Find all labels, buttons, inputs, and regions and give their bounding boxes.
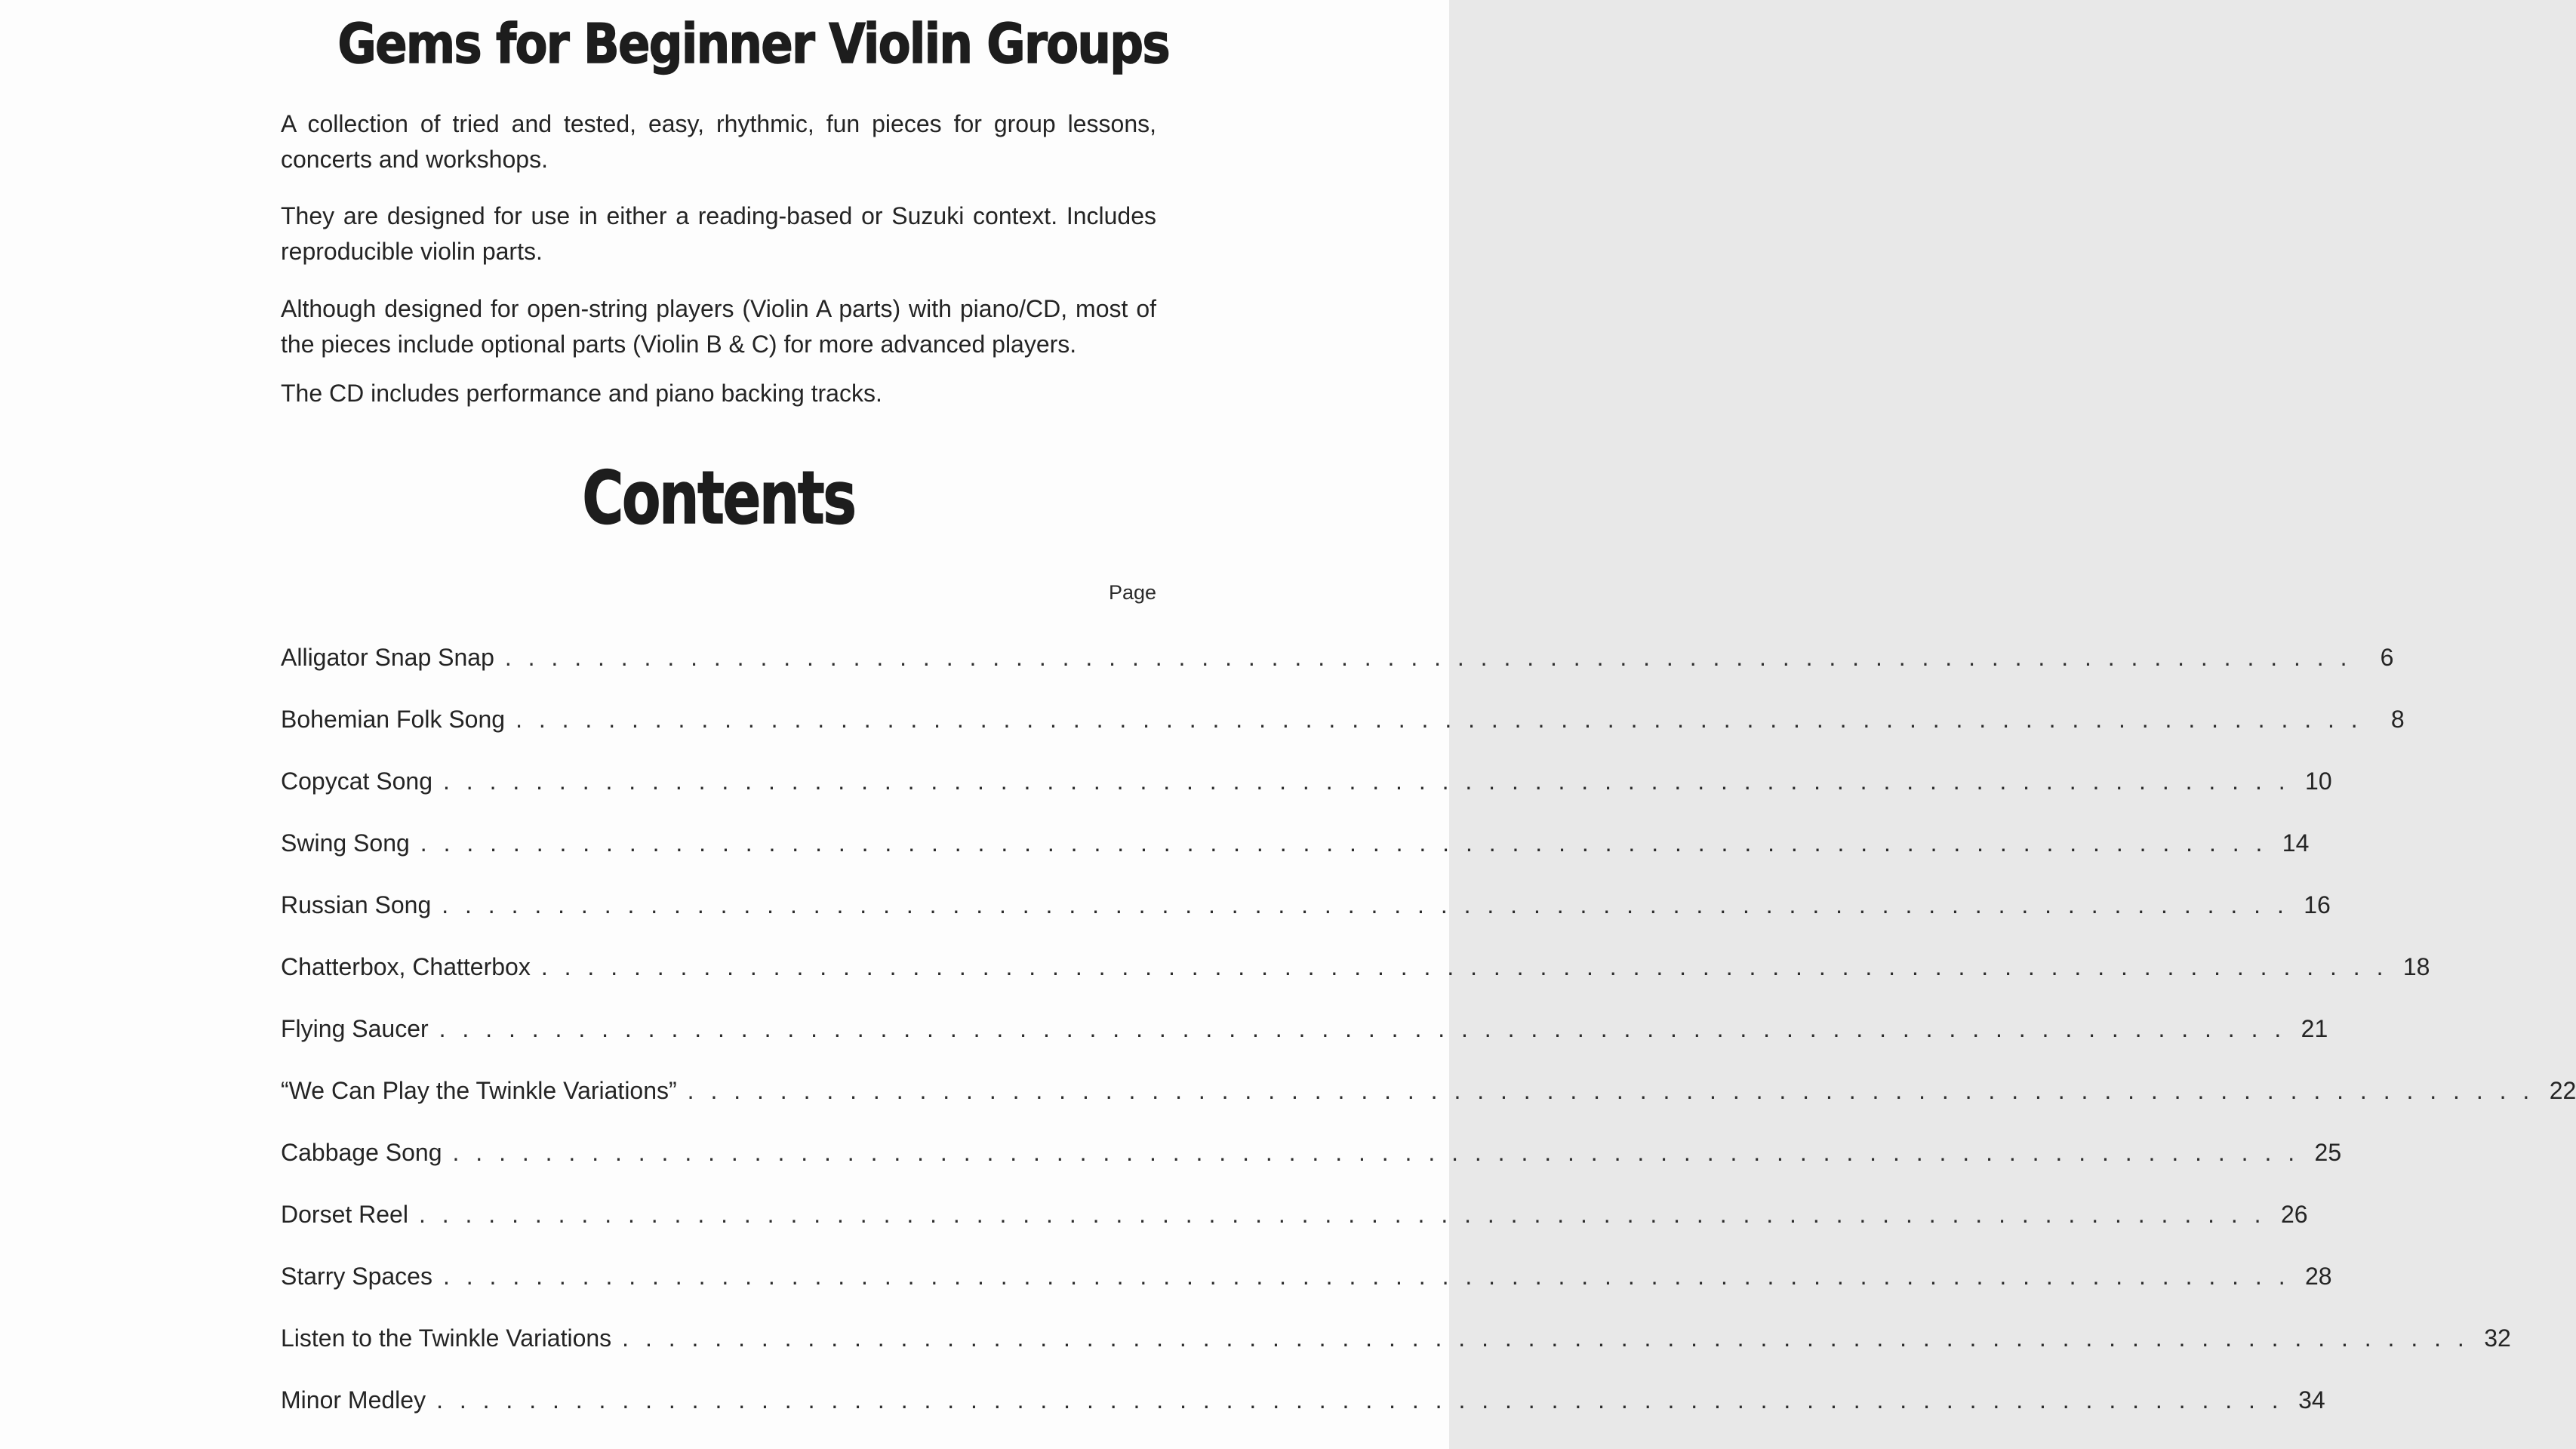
toc-dot-leader: . . . . . . . . . . . . . . . . . . . . . . . . . . . . . . . . . . . . . . . . . . . . . . . . . . . . . . . . . . . . . . . . . . . . . . . . . . . . . . . . (442, 1263, 2285, 1290)
intro-paragraph-4 (281, 376, 1156, 411)
paragraph-line: concerts and workshops. (281, 146, 548, 173)
toc-entry (281, 1121, 2342, 1183)
intro-paragraph-2 (281, 198, 1156, 269)
toc-entry (281, 1245, 2332, 1307)
contents-heading: Contents (582, 456, 855, 540)
toc-page-number: 34 (2298, 1386, 2325, 1414)
toc-page-number: 16 (2304, 891, 2331, 918)
toc-entry-title: Chatterbox, Chatterbox (281, 953, 531, 980)
toc-page-number: 32 (2484, 1324, 2511, 1352)
toc-page-number: 28 (2304, 1263, 2332, 1290)
intro-paragraph-1 (281, 106, 1156, 177)
toc-entry (281, 750, 2332, 812)
toc-page-number: 25 (2314, 1139, 2342, 1166)
toc-entry-title: Cabbage Song (281, 1139, 442, 1166)
toc-entry (281, 998, 2328, 1060)
toc-dot-leader: . . . . . . . . . . . . . . . . . . . . . . . . . . . . . . . . . . . . . . . . . . . . . . . . . . . . . . . . . . . . . . . . . . . . . . . . . . . . . . . . (504, 644, 2347, 671)
paragraph-line: the pieces include optional parts (Violin B & C) for more advanced players. (281, 331, 1077, 358)
toc-entry (281, 1060, 2576, 1121)
toc-entry-title: Copycat Song (281, 768, 433, 795)
toc-entry (281, 1183, 2308, 1245)
toc-page-number: 10 (2305, 768, 2332, 795)
paragraph-line: Although designed for open-string players (Violin A parts) with piano/CD, most of (281, 295, 1156, 322)
toc-dot-leader: . . . . . . . . . . . . . . . . . . . . . . . . . . . . . . . . . . . . . . . . . . . . . . . . . . . . . . . . . . . . . . . . . . . . . . . . . . . . . . . . (442, 891, 2284, 918)
toc-entry (281, 688, 2405, 750)
toc-page-number: 18 (2402, 953, 2430, 980)
paragraph-line: They are designed for use in either a reading-based or Suzuki context. Includes (281, 202, 1156, 229)
toc-entry-title: Bohemian Folk Song (281, 706, 506, 733)
toc-entry-title: Starry Spaces (281, 1263, 432, 1290)
toc-entry (281, 1369, 2325, 1431)
paragraph-line: A collection of tried and tested, easy, rhythmic, fun pieces for group lessons, (281, 110, 1156, 137)
toc-page-number: 6 (2380, 644, 2394, 671)
toc-entry-title: Alligator Snap Snap (281, 644, 494, 671)
toc-dot-leader: . . . . . . . . . . . . . . . . . . . . . . . . . . . . . . . . . . . . . . . . . . . . . . . . . . . . . . . . . . . . . . . . . . . . . . . . . . . . . . . . (418, 1201, 2261, 1228)
intro-paragraph-3 (281, 291, 1156, 362)
toc-entry-title: Listen to the Twinkle Variations (281, 1324, 612, 1352)
toc-page-number: 14 (2282, 829, 2310, 857)
paragraph-line: The CD includes performance and piano backing tracks. (281, 380, 882, 407)
page-title: Gems for Beginner Violin Groups (337, 12, 1169, 75)
toc-entry-title: Minor Medley (281, 1386, 426, 1414)
toc-dot-leader: . . . . . . . . . . . . . . . . . . . . . . . . . . . . . . . . . . . . . . . . . . . . . . . . . . . . . . . . . . . . . . . . . . . . . . . . . . . . . . . . (443, 768, 2285, 795)
toc-page-number: 22 (2549, 1077, 2576, 1104)
toc-entry (281, 626, 2394, 688)
toc-page-number: 8 (2390, 706, 2405, 733)
toc-page-number: 26 (2280, 1201, 2308, 1228)
toc-dot-leader: . . . . . . . . . . . . . . . . . . . . . . . . . . . . . . . . . . . . . . . . . . . . . . . . . . . . . . . . . . . . . . . . . . . . . . . . . . . . . . . . (436, 1386, 2279, 1414)
toc-entry (281, 812, 2310, 874)
toc-entry-title: Russian Song (281, 891, 432, 918)
page-column-label: Page (1108, 581, 1156, 604)
paragraph-line: reproducible violin parts. (281, 238, 543, 265)
toc-entry (281, 1307, 2511, 1369)
toc-dot-leader: . . . . . . . . . . . . . . . . . . . . . . . . . . . . . . . . . . . . . . . . . . . . . . . . . . . . . . . . . . . . . . . . . . . . . . . . . . . . . . . . (439, 1015, 2282, 1042)
toc-entry-title: “We Can Play the Twinkle Variations” (281, 1077, 677, 1104)
toc-dot-leader: . . . . . . . . . . . . . . . . . . . . . . . . . . . . . . . . . . . . . . . . . . . . . . . . . . . . . . . . . . . . . . . . . . . . . . . . . . . . . . . . (452, 1139, 2295, 1166)
toc-entry-title: Flying Saucer (281, 1015, 429, 1042)
toc-dot-leader: . . . . . . . . . . . . . . . . . . . . . . . . . . . . . . . . . . . . . . . . . . . . . . . . . . . . . . . . . . . . . . . . . . . . . . . . . . . . . . . . (420, 829, 2263, 857)
toc-dot-leader: . . . . . . . . . . . . . . . . . . . . . . . . . . . . . . . . . . . . . . . . . . . . . . . . . . . . . . . . . . . . . . . . . . . . . . . . . . . . . . . . (540, 953, 2384, 980)
table-of-contents (281, 626, 2576, 1431)
toc-entry (281, 936, 2430, 998)
toc-page-number: 21 (2301, 1015, 2328, 1042)
toc-entry-title: Swing Song (281, 829, 410, 857)
toc-dot-leader: . . . . . . . . . . . . . . . . . . . . . . . . . . . . . . . . . . . . . . . . . . . . . . . . . . . . . . . . . . . . . . . . . . . . . . . . . . . . . . . . (622, 1324, 2464, 1352)
toc-dot-leader: . . . . . . . . . . . . . . . . . . . . . . . . . . . . . . . . . . . . . . . . . . . . . . . . . . . . . . . . . . . . . . . . . . . . . . . . . . . . . . . . (687, 1077, 2530, 1104)
toc-dot-leader: . . . . . . . . . . . . . . . . . . . . . . . . . . . . . . . . . . . . . . . . . . . . . . . . . . . . . . . . . . . . . . . . . . . . . . . . . . . . . . . . (516, 706, 2358, 733)
toc-entry (281, 874, 2331, 936)
toc-entry-title: Dorset Reel (281, 1201, 408, 1228)
